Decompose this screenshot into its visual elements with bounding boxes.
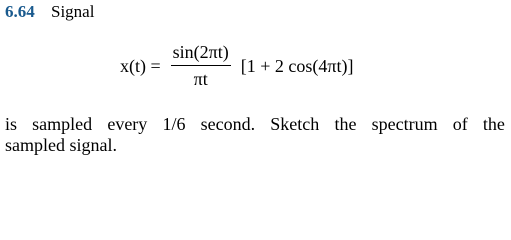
equation-fraction	[171, 42, 231, 90]
statement-word: second.	[200, 114, 256, 134]
statement-word: sampled	[32, 114, 93, 134]
statement-word: the	[482, 114, 505, 134]
statement-line-2: sampled signal.	[5, 135, 117, 155]
statement-line-1	[5, 114, 505, 135]
statement-word: of	[452, 114, 468, 134]
problem-statement	[5, 114, 505, 156]
equation-rhs: [1 + 2 cos(4πt)]	[240, 55, 354, 76]
equation-lhs: x(t) =	[120, 55, 161, 76]
signal-equation	[120, 34, 353, 98]
statement-word: the	[334, 114, 357, 134]
fraction-denominator: πt	[193, 69, 208, 89]
statement-word: 1/6	[162, 114, 186, 134]
statement-word: is	[5, 114, 18, 134]
statement-word: spectrum	[371, 114, 438, 134]
statement-word: Sketch	[270, 114, 320, 134]
problem-heading	[5, 1, 94, 23]
fraction-numerator: sin(2πt)	[172, 42, 229, 62]
problem-title: Signal	[51, 2, 95, 21]
problem-number: 6.64	[5, 2, 35, 21]
statement-word: every	[107, 114, 148, 134]
